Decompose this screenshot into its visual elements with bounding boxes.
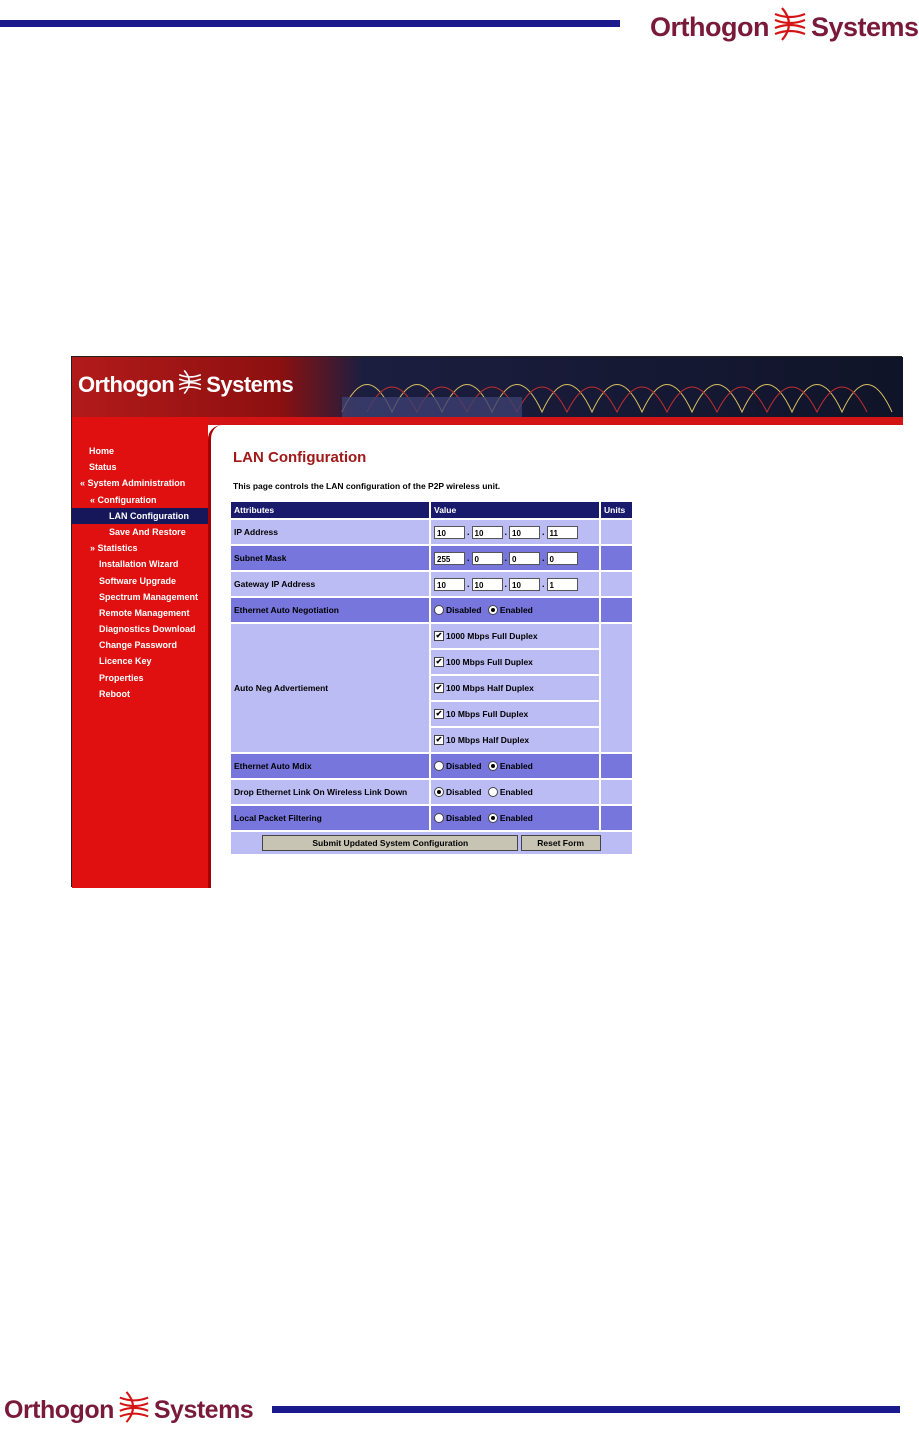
radio-label: Enabled <box>499 786 533 797</box>
ip-address-field <box>434 526 596 539</box>
logo-word1: Orthogon <box>650 12 769 42</box>
submit-button[interactable]: Submit Updated System Configuration <box>262 835 518 851</box>
radio-label: Disabled <box>446 812 482 823</box>
nav-save-and-restore[interactable]: Save And Restore <box>109 526 186 537</box>
units-cell <box>601 780 632 804</box>
gw-octet-4[interactable]: 1 <box>547 578 578 591</box>
gw-octet-1[interactable]: 10 <box>434 578 465 591</box>
browser-screenshot <box>71 356 902 887</box>
nav-licence-key[interactable]: Licence Key <box>99 656 152 667</box>
packet-filtering-options <box>431 806 599 830</box>
gw-octet-3[interactable]: 10 <box>509 578 540 591</box>
logo-word1: Orthogon <box>4 1396 114 1424</box>
ip-octet-3[interactable]: 10 <box>509 526 540 539</box>
banner-logo <box>78 369 293 401</box>
checkbox-label: 100 Mbps Full Duplex <box>446 656 533 667</box>
checkbox-label: 10 Mbps Half Duplex <box>446 734 530 745</box>
lan-config-table <box>229 500 634 856</box>
button-row <box>231 832 632 854</box>
sidebar-nav <box>72 443 208 702</box>
globe-swirl-icon <box>117 1390 151 1431</box>
drop-link-disabled-radio[interactable] <box>434 787 444 797</box>
nav-properties[interactable]: Properties <box>99 672 144 683</box>
subnet-mask-field <box>434 552 596 565</box>
auto-neg-advertisement-label: Auto Neg Advertiement <box>231 624 429 752</box>
globe-swirl-icon <box>772 6 808 49</box>
subnet-mask-label: Subnet Mask <box>231 546 429 570</box>
units-cell <box>601 754 632 778</box>
banner-logo-word1: Orthogon <box>78 372 175 397</box>
banner-logo-word2: Systems <box>206 372 294 397</box>
table-row <box>231 572 632 596</box>
units-cell <box>601 572 632 596</box>
header-attributes: Attributes <box>231 502 429 518</box>
footer-logo <box>4 1390 253 1431</box>
drop-link-label: Drop Ethernet Link On Wireless Link Down <box>231 780 429 804</box>
units-cell <box>601 520 632 544</box>
logo-word2: Systems <box>153 1396 254 1424</box>
main-content <box>208 425 903 888</box>
mask-octet-1[interactable]: 255 <box>434 552 465 565</box>
dot: . <box>467 553 470 563</box>
nav-lan-configuration[interactable]: LAN Configuration <box>72 508 208 524</box>
app-banner <box>72 357 903 417</box>
checkbox-label: 1000 Mbps Full Duplex <box>446 630 538 641</box>
nav-spectrum-management[interactable]: Spectrum Management <box>99 591 199 602</box>
auto-mdix-options <box>431 754 599 778</box>
auto-negotiation-enabled-radio[interactable] <box>488 605 498 615</box>
table-row <box>231 754 632 778</box>
mask-octet-4[interactable]: 0 <box>547 552 578 565</box>
nav-statistics[interactable]: » Statistics <box>90 543 138 554</box>
gw-octet-2[interactable]: 10 <box>472 578 503 591</box>
dot: . <box>542 553 545 563</box>
nav-installation-wizard[interactable]: Installation Wizard <box>99 559 179 570</box>
auto-mdix-enabled-radio[interactable] <box>488 761 498 771</box>
units-cell <box>601 806 632 830</box>
checkbox-10-full[interactable]: ✔ <box>435 709 443 719</box>
units-cell <box>601 598 632 622</box>
dot: . <box>467 527 470 537</box>
table-row <box>231 546 632 570</box>
radio-label: Enabled <box>499 760 533 771</box>
drop-link-options <box>431 780 599 804</box>
gateway-field <box>434 578 596 591</box>
checkbox-label: 100 Mbps Half Duplex <box>446 682 534 693</box>
header-value: Value <box>431 502 599 518</box>
radio-label: Disabled <box>446 760 482 771</box>
packet-filtering-label: Local Packet Filtering <box>231 806 429 830</box>
header-units: Units <box>601 502 632 518</box>
nav-configuration[interactable]: « Configuration <box>90 494 157 505</box>
logo-word2: Systems <box>810 12 919 42</box>
dot: . <box>504 553 508 563</box>
banner-waves-graphic <box>342 357 903 417</box>
page-description: This page controls the LAN configuration of the P2P wireless unit. <box>233 481 501 491</box>
table-row <box>231 780 632 804</box>
radio-label: Disabled <box>446 604 482 615</box>
globe-swirl-icon <box>177 369 203 401</box>
table-row <box>231 806 632 830</box>
table-row <box>231 520 632 544</box>
dot: . <box>542 579 545 589</box>
page-title: LAN Configuration <box>233 449 367 466</box>
ip-octet-4[interactable]: 11 <box>547 526 578 539</box>
nav-system-administration[interactable]: « System Administration <box>80 478 186 489</box>
radio-label: Enabled <box>499 812 533 823</box>
nav-home[interactable]: Home <box>89 446 115 456</box>
checkbox-100-full[interactable]: ✔ <box>435 657 443 667</box>
auto-mdix-disabled-radio[interactable] <box>434 761 444 771</box>
dot: . <box>467 579 470 589</box>
header-logo <box>650 6 919 49</box>
mask-octet-3[interactable]: 0 <box>509 552 540 565</box>
auto-negotiation-label: Ethernet Auto Negotiation <box>231 598 429 622</box>
units-cell <box>601 624 632 752</box>
radio-label: Enabled <box>499 604 533 615</box>
ip-octet-1[interactable]: 10 <box>434 526 465 539</box>
gateway-label: Gateway IP Address <box>231 572 429 596</box>
dot: . <box>504 579 508 589</box>
units-cell <box>601 546 632 570</box>
nav-status[interactable]: Status <box>89 462 117 473</box>
auto-negotiation-options <box>431 598 599 622</box>
dot: . <box>504 527 508 537</box>
auto-mdix-label: Ethernet Auto Mdix <box>231 754 429 778</box>
footer-rule <box>272 1406 900 1413</box>
nav-reboot[interactable]: Reboot <box>99 688 130 699</box>
checkbox-100-half[interactable]: ✔ <box>435 683 443 693</box>
nav-diagnostics-download[interactable]: Diagnostics Download <box>99 624 196 635</box>
packet-filtering-disabled-radio[interactable] <box>434 813 444 823</box>
ip-octet-2[interactable]: 10 <box>472 526 503 539</box>
nav-remote-management[interactable]: Remote Management <box>99 607 190 618</box>
checkbox-1000-full[interactable]: ✔ <box>435 631 443 641</box>
radio-label: Disabled <box>446 786 482 797</box>
table-row <box>231 598 632 622</box>
header-rule <box>0 20 620 27</box>
auto-negotiation-disabled-radio[interactable] <box>434 605 444 615</box>
nav-change-password[interactable]: Change Password <box>99 640 178 651</box>
checkbox-label: 10 Mbps Full Duplex <box>446 708 529 719</box>
drop-link-enabled-radio[interactable] <box>488 787 498 797</box>
table-row <box>231 624 632 648</box>
ip-address-label: IP Address <box>231 520 429 544</box>
dot: . <box>542 527 545 537</box>
mask-octet-2[interactable]: 0 <box>472 552 503 565</box>
reset-button[interactable]: Reset Form <box>521 835 601 851</box>
nav-software-upgrade[interactable]: Software Upgrade <box>99 575 177 586</box>
checkbox-10-half[interactable]: ✔ <box>435 735 443 745</box>
packet-filtering-enabled-radio[interactable] <box>488 813 498 823</box>
